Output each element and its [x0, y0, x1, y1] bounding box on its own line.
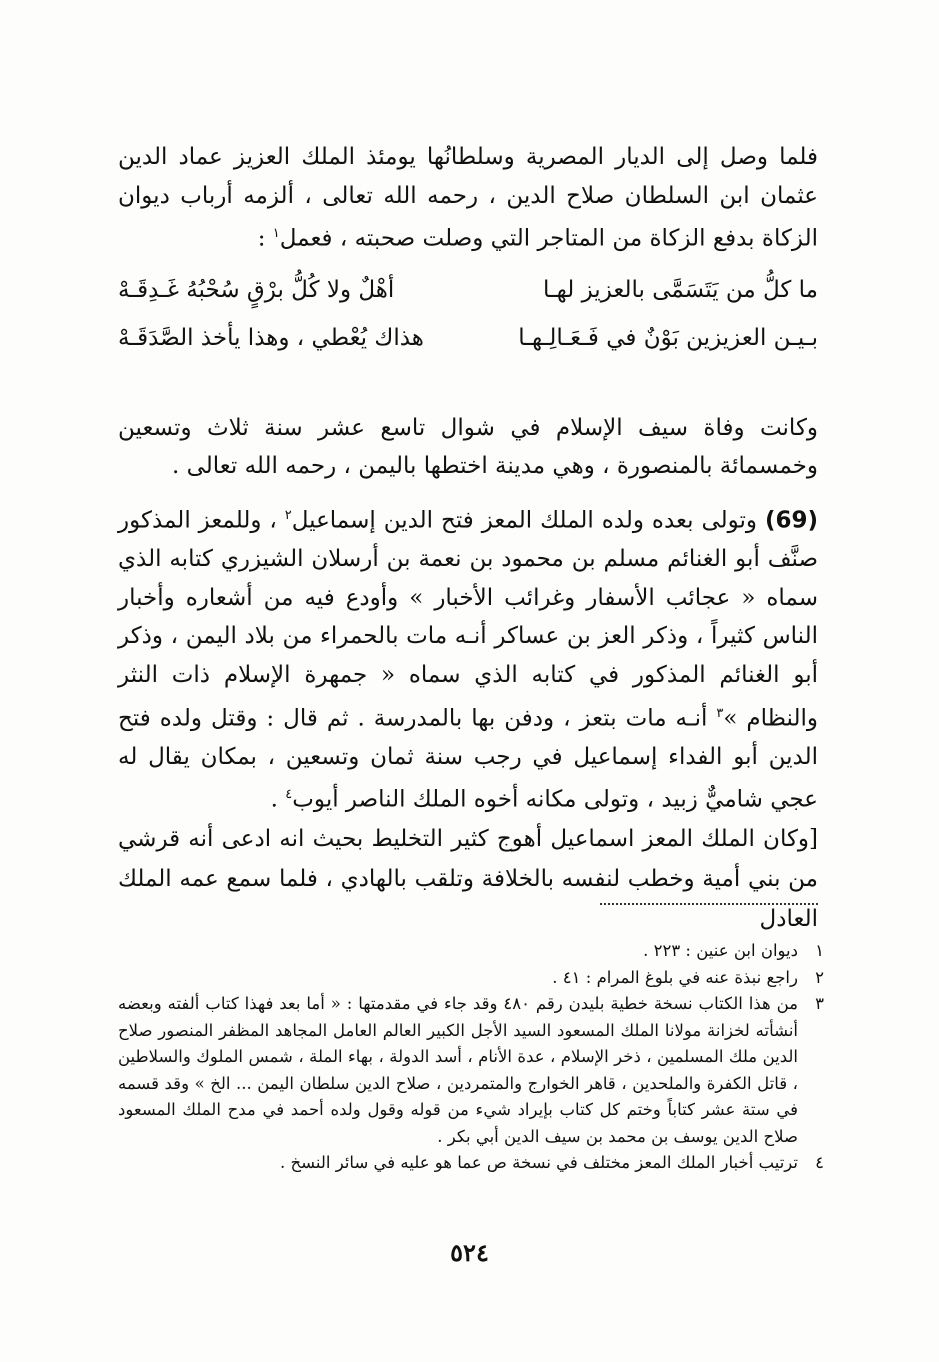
paragraph-69 [118, 474, 818, 843]
paragraph-text: [وكان الملك المعز اسماعيل أهوج كثير التخليط بحيث انه ادعى أنه قرشي من بني أمية وخطب لنفسه بالخلافة وتلقب بالهادي ، فلما سمع عمه الملك العادل [118, 826, 818, 932]
poem-line [118, 316, 818, 364]
poem-line [118, 268, 818, 316]
footnotes [118, 938, 824, 1177]
paragraph-text: أنـه مات بتعز ، ودفن بها بالمدرسة . ثم قال : وقتل ولده فتح الدين أبو الفداء إسماعيل في رجب سنة ثمان وتسعين ، بمكان يقال له عجي شاميٌّ زبيد ، وتولى مكانه أخوه الملك الناصر أيوب [118, 705, 818, 814]
paragraph-text: ، وللمعز المذكور صنَّف أبو الغنائم مسلم بن محمود بن نعمة بن أرسلان الشيزري كتابه الذي سماه « عجائب الأسفار وغرائب الأخبار » وأودع فيه من أشعاره وأخبار الناس كثيراً ، وذكر العز بن عساكر أنـه مات بالحمراء من بلاد اليمن ، وذكر أبو الغنائم المذكور في كتابه الذي سماه « جمهرة الإسلام ذات النثر والنظام » [118, 507, 818, 732]
paragraph-text: وتولى بعده ولده الملك المعز فتح الدين إسماعيل [291, 507, 765, 534]
paragraph-end: . [270, 787, 286, 814]
poem-hemistich-second: هذاك يُعْطي ، وهذا يأخذ الصَّدَقَـهْ [118, 325, 424, 351]
footnote-ref: ٢ [284, 508, 292, 523]
poem-hemistich-first: ما كلُّ من يَتَسَمَّى بالعزيز لهـا [542, 277, 818, 303]
footnote-text: ترتيب أخبار الملك المعز مختلف في نسخة ص عما هو عليه في سائر النسخ . [280, 1153, 798, 1172]
footnote [118, 938, 824, 965]
paragraph-end: : [257, 225, 273, 252]
footnote-number: ١ [815, 941, 824, 960]
paragraph-text: فلما وصل إلى الديار المصرية وسلطانُها يومئذ الملك العزيز عماد الدين عثمان ابن السلطان صلاح الدين ، رحمه الله تعالى ، ألزمه أرباب ديوان الزكاة بدفع الزكاة من المتاجر التي وصلت صحبته ، فعمل [118, 144, 818, 252]
footnote-text: ديوان ابن عنين : ٢٢٣ . [643, 941, 798, 960]
paragraph-number: (69) [764, 507, 818, 534]
poem-hemistich-second: أهْلٌ ولا كُلُّ برْقٍ سُحْبُهُ غَـدِقَـهْ [118, 277, 395, 303]
footnote [118, 991, 824, 1150]
footnote-text: راجع نبذة عنه في بلوغ المرام : ٤١ . [552, 967, 798, 987]
paragraph-text: وكانت وفاة سيف الإسلام في شوال تاسع عشر سنة ثلاث وتسعين وخمسمائة بالمنصورة ، وهي مدينة اختطها باليمن ، رحمه الله تعالى . [118, 415, 818, 480]
footnote-number: ٣ [815, 994, 824, 1013]
footnote [118, 1150, 824, 1177]
poem-hemistich-first: بـيـن العزيزين بَوْنٌ في فَـعَـالِـهـا [518, 325, 818, 351]
footnote-separator [600, 903, 818, 905]
footnote-number: ٢ [815, 967, 824, 987]
paragraph-opening [118, 138, 818, 258]
footnote-ref: ٤ [285, 787, 293, 803]
footnote-ref: ١ [272, 226, 280, 242]
footnote-text: من هذا الكتاب نسخة خطية بليدن رقم ٤٨٠ وقد جاء في مقدمتها : « أما بعد فهذا كتاب ألفته وبعضه أنشأته لخزانة مولانا الملك المسعود السيد الأجل الكبير العالم العامل المجاهد المظفر المنصور صلاح الدين ملك المسلمين ، ذخر الإسلام ، عدة الأنام ، أسد الدولة ، بهاء الملة ، شمس الملوك والسلاطين ، قاتل الكفرة والملحدين ، قاهر الخوارج والمتمردين ، صلاح الدين سلطان اليمن ... الخ » وقد قسمه في ستة عشر كتاباً وختم كل كتاب بإيراد شيء من قوله وقول ولده أحمد في مدح الملك المسعود صلاح الدين يوسف بن محمد بن سيف الدين أبي بكر . [118, 994, 798, 1146]
footnote-ref: ٣ [716, 705, 724, 721]
poem [118, 268, 818, 364]
footnote [118, 965, 824, 992]
footnote-number: ٤ [815, 1153, 824, 1172]
page-number: ٥٢٤ [450, 1238, 489, 1267]
